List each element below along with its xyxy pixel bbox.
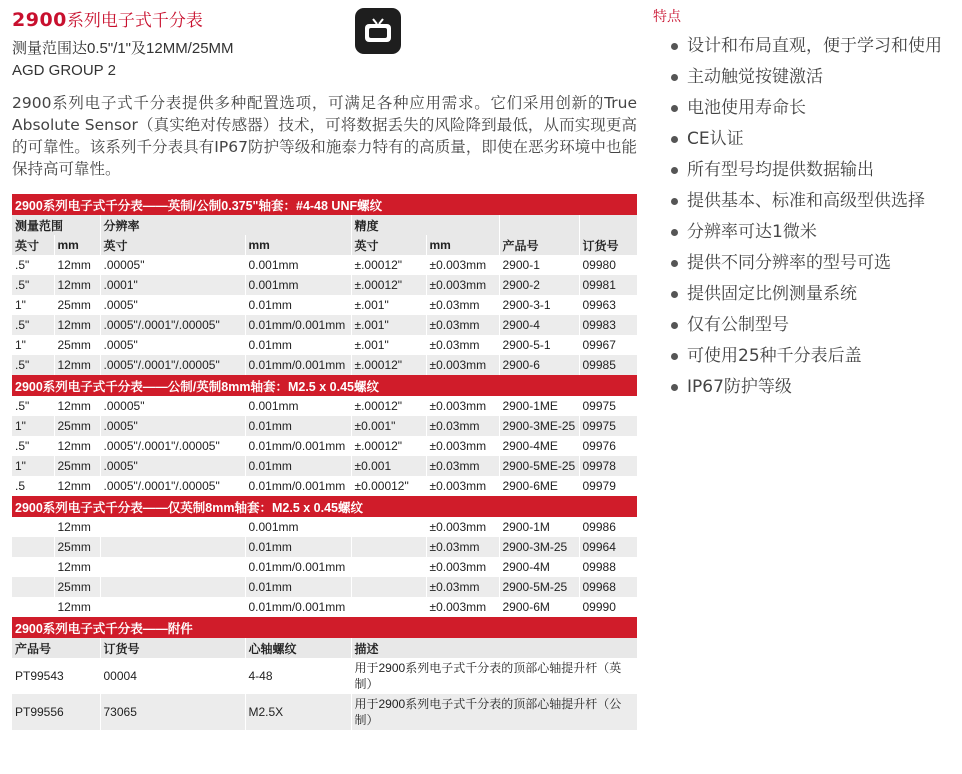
table-cell: .0005": [100, 416, 245, 436]
table-cell: ±0.03mm: [426, 295, 499, 315]
table-cell: 25mm: [54, 577, 100, 597]
table-cell: 12mm: [54, 315, 100, 335]
table-cell: 0.01mm: [245, 335, 351, 355]
table-cell: 0.01mm: [245, 416, 351, 436]
section-header-row: [12, 375, 637, 396]
table-cell: .5": [12, 315, 54, 335]
title-text: 系列电子式千分表: [66, 11, 203, 31]
table-cell: 09986: [579, 517, 637, 537]
table-cell: ±0.003mm: [426, 396, 499, 416]
table-cell: 12mm: [54, 517, 100, 537]
table-cell: ±0.003mm: [426, 436, 499, 456]
table-cell: ±.001": [351, 315, 426, 335]
feature-item: 电池使用寿命长: [671, 96, 958, 120]
table-cell: 2900-5M-25: [499, 577, 579, 597]
table-row: [12, 396, 637, 416]
column-header-row: [12, 638, 637, 658]
col-header: [499, 215, 579, 235]
table-row: [12, 597, 637, 617]
table-cell: ±.00012": [351, 255, 426, 275]
col-header: 描述: [351, 638, 637, 658]
table-cell: 1": [12, 335, 54, 355]
table-cell: 0.01mm: [245, 295, 351, 315]
table-cell: ±0.03mm: [426, 537, 499, 557]
feature-item: IP67防护等级: [671, 375, 958, 399]
table-cell: 09964: [579, 537, 637, 557]
table-cell: 2900-4M: [499, 557, 579, 577]
col-header: [579, 215, 637, 235]
table-cell: 09967: [579, 335, 637, 355]
table-cell: 09985: [579, 355, 637, 375]
table-cell: [12, 577, 54, 597]
table-cell: 2900-6M: [499, 597, 579, 617]
accessory-row: [12, 694, 637, 730]
table-cell: .0005"/.0001"/.00005": [100, 476, 245, 496]
feature-item: 可使用25种千分表后盖: [671, 344, 958, 368]
feature-item: 仅有公制型号: [671, 313, 958, 337]
section-title: 2900系列电子式千分表——公制/英制8mm轴套：M2.5 x 0.45螺纹: [12, 375, 637, 396]
table-cell: 25mm: [54, 537, 100, 557]
table-cell: .5": [12, 436, 54, 456]
table-cell: 09981: [579, 275, 637, 295]
table-cell: 12mm: [54, 255, 100, 275]
table-cell: 25mm: [54, 416, 100, 436]
table-row: [12, 335, 637, 355]
section-header-row: [12, 194, 637, 215]
table-cell: 12mm: [54, 476, 100, 496]
table-cell: [100, 537, 245, 557]
table-cell: 09968: [579, 577, 637, 597]
table-cell: .0001": [100, 275, 245, 295]
feature-item: 提供固定比例测量系统: [671, 282, 958, 306]
table-cell: [351, 577, 426, 597]
table-cell: ±.00012": [351, 396, 426, 416]
col-header: 产品号: [12, 638, 100, 658]
feature-item: 提供基本、标准和高级型供选择: [671, 189, 958, 213]
features-list: [653, 34, 958, 399]
table-cell: 09990: [579, 597, 637, 617]
table-cell: 25mm: [54, 295, 100, 315]
table-cell: [12, 517, 54, 537]
table-cell: ±0.003mm: [426, 275, 499, 295]
table-cell: .0005": [100, 295, 245, 315]
col-header: mm: [245, 235, 351, 255]
table-cell: 2900-3-1: [499, 295, 579, 315]
description-cell: 用于2900系列电子式千分表的顶部心轴提升杆（英制）: [351, 658, 637, 694]
col-header: 精度: [351, 215, 499, 235]
table-row: [12, 557, 637, 577]
table-cell: 0.001mm: [245, 396, 351, 416]
table-cell: ±0.003mm: [426, 476, 499, 496]
table-cell: 1": [12, 295, 54, 315]
section-header-row: [12, 496, 637, 517]
title-number: 2900: [12, 9, 67, 31]
table-cell: 2900-4ME: [499, 436, 579, 456]
col-header: mm: [426, 235, 499, 255]
table-cell: 2900-3ME-25: [499, 416, 579, 436]
accessory-row: [12, 658, 637, 694]
section-title: 2900系列电子式千分表——仅英制8mm轴套：M2.5 x 0.45螺纹: [12, 496, 637, 517]
table-cell: 0.01mm/0.001mm: [245, 476, 351, 496]
table-cell: 12mm: [54, 355, 100, 375]
table-cell: 09975: [579, 396, 637, 416]
table-cell: 12mm: [54, 436, 100, 456]
table-cell: ±0.001": [351, 416, 426, 436]
table-cell: ±0.003mm: [426, 355, 499, 375]
table-cell: 1": [12, 416, 54, 436]
table-cell: ±.001": [351, 295, 426, 315]
table-cell: .0005"/.0001"/.00005": [100, 355, 245, 375]
table-cell: 09979: [579, 476, 637, 496]
table-cell: 09983: [579, 315, 637, 335]
table-cell: 2900-5-1: [499, 335, 579, 355]
table-cell: [351, 537, 426, 557]
table-cell: [351, 597, 426, 617]
table-cell: ±0.00012": [351, 476, 426, 496]
table-cell: .0005": [100, 335, 245, 355]
table-cell: ±0.03mm: [426, 577, 499, 597]
table-cell: [351, 517, 426, 537]
col-header: 英寸: [12, 235, 54, 255]
table-cell: ±0.03mm: [426, 335, 499, 355]
table-cell: 4-48: [245, 658, 351, 694]
table-cell: PT99556: [12, 694, 100, 730]
feature-item: 设计和布局直观，便于学习和使用: [671, 34, 958, 58]
table-cell: 09976: [579, 436, 637, 456]
col-header: 订货号: [100, 638, 245, 658]
table-cell: ±0.03mm: [426, 315, 499, 335]
description-cell: 用于2900系列电子式千分表的顶部心轴提升杆（公制）: [351, 694, 637, 730]
table-cell: [351, 557, 426, 577]
feature-item: 主动触觉按键激活: [671, 65, 958, 89]
table-cell: 0.01mm/0.001mm: [245, 597, 351, 617]
table-cell: [12, 557, 54, 577]
table-cell: .00005": [100, 255, 245, 275]
section-title: 2900系列电子式千分表——英制/公制0.375"轴套：#4-48 UNF螺纹: [12, 194, 637, 215]
table-row: [12, 577, 637, 597]
table-cell: .5": [12, 255, 54, 275]
col-header: 订货号: [579, 235, 637, 255]
table-cell: 00004: [100, 658, 245, 694]
table-cell: .5": [12, 355, 54, 375]
col-header: 英寸: [100, 235, 245, 255]
subtitle-group: AGD GROUP 2: [12, 62, 116, 79]
table-cell: ±0.03mm: [426, 416, 499, 436]
table-cell: 0.001mm: [245, 255, 351, 275]
page-title: [12, 6, 203, 31]
table-cell: 12mm: [54, 275, 100, 295]
table-row: [12, 295, 637, 315]
table-cell: .5: [12, 476, 54, 496]
col-header: 心轴螺纹: [245, 638, 351, 658]
table-cell: PT99543: [12, 658, 100, 694]
table-cell: .00005": [100, 396, 245, 416]
table-cell: 25mm: [54, 456, 100, 476]
table-cell: ±.001": [351, 335, 426, 355]
table-cell: M2.5X: [245, 694, 351, 730]
section-header-row: [12, 617, 637, 638]
features-heading: 特点: [653, 9, 681, 25]
table-cell: 2900-1: [499, 255, 579, 275]
table-cell: 12mm: [54, 396, 100, 416]
table-cell: 25mm: [54, 335, 100, 355]
table-cell: 0.001mm: [245, 275, 351, 295]
table-cell: 12mm: [54, 557, 100, 577]
table-cell: 73065: [100, 694, 245, 730]
table-cell: ±.00012": [351, 436, 426, 456]
col-header: 英寸: [351, 235, 426, 255]
table-cell: ±0.003mm: [426, 597, 499, 617]
table-cell: 1": [12, 456, 54, 476]
column-header-row: [12, 235, 637, 255]
table-cell: 0.01mm/0.001mm: [245, 315, 351, 335]
table-cell: 0.01mm/0.001mm: [245, 355, 351, 375]
table-cell: [100, 597, 245, 617]
spec-table: [12, 194, 638, 730]
subtitle: [12, 38, 234, 82]
table-cell: .0005"/.0001"/.00005": [100, 315, 245, 335]
table-cell: 09988: [579, 557, 637, 577]
table-cell: 0.01mm/0.001mm: [245, 557, 351, 577]
table-cell: [100, 517, 245, 537]
feature-item: 分辨率可达1微米: [671, 220, 958, 244]
table-cell: ±0.003mm: [426, 557, 499, 577]
features-panel: [653, 6, 958, 406]
table-cell: .0005": [100, 456, 245, 476]
table-row: [12, 275, 637, 295]
table-cell: 09980: [579, 255, 637, 275]
table-cell: 2900-3M-25: [499, 537, 579, 557]
table-cell: 2900-5ME-25: [499, 456, 579, 476]
video-tv-icon[interactable]: [355, 8, 401, 54]
table-row: [12, 315, 637, 335]
section-title: 2900系列电子式千分表——附件: [12, 617, 637, 638]
table-cell: ±0.003mm: [426, 255, 499, 275]
table-row: [12, 355, 637, 375]
column-group-header-row: [12, 215, 637, 235]
table-cell: .5": [12, 275, 54, 295]
table-cell: 2900-6ME: [499, 476, 579, 496]
intro-paragraph: 2900系列电子式千分表提供多种配置选项，可满足各种应用需求。它们采用创新的True Absolute Sensor（真实绝对传感器）技术，可将数据丢失的风险降到最低，从而实现更高的可靠性。该系列千分表具有IP67防护等级和施泰力特有的高质量，即使在恶劣环境中也能保持高可靠性。: [12, 94, 637, 178]
table-cell: 2900-1ME: [499, 396, 579, 416]
table-cell: 09975: [579, 416, 637, 436]
feature-item: 所有型号均提供数据输出: [671, 158, 958, 182]
table-cell: [100, 557, 245, 577]
table-cell: 0.01mm: [245, 456, 351, 476]
feature-item: CE认证: [671, 127, 958, 151]
table-cell: [12, 537, 54, 557]
table-cell: .5": [12, 396, 54, 416]
table-row: [12, 517, 637, 537]
table-cell: [12, 597, 54, 617]
table-cell: 09963: [579, 295, 637, 315]
table-cell: ±0.003mm: [426, 517, 499, 537]
table-cell: ±.00012": [351, 355, 426, 375]
table-row: [12, 436, 637, 456]
table-row: [12, 476, 637, 496]
table-cell: 0.01mm: [245, 577, 351, 597]
table-cell: 0.01mm/0.001mm: [245, 436, 351, 456]
table-cell: 2900-1M: [499, 517, 579, 537]
col-header: 测量范围: [12, 215, 100, 235]
table-cell: 09978: [579, 456, 637, 476]
table-cell: 0.01mm: [245, 537, 351, 557]
table-cell: 2900-4: [499, 315, 579, 335]
table-cell: 2900-6: [499, 355, 579, 375]
table-cell: ±0.001: [351, 456, 426, 476]
col-header: 产品号: [499, 235, 579, 255]
table-row: [12, 537, 637, 557]
table-row: [12, 416, 637, 436]
table-row: [12, 456, 637, 476]
subtitle-range: 测量范围达0.5"/1"及12MM/25MM: [12, 40, 234, 57]
col-header: mm: [54, 235, 100, 255]
feature-item: 提供不同分辨率的型号可选: [671, 251, 958, 275]
table-cell: 2900-2: [499, 275, 579, 295]
table-cell: .0005"/.0001"/.00005": [100, 436, 245, 456]
table-row: [12, 255, 637, 275]
table-cell: 0.001mm: [245, 517, 351, 537]
table-cell: ±.00012": [351, 275, 426, 295]
col-header: 分辨率: [100, 215, 351, 235]
table-cell: [100, 577, 245, 597]
table-cell: 12mm: [54, 597, 100, 617]
table-cell: ±0.03mm: [426, 456, 499, 476]
